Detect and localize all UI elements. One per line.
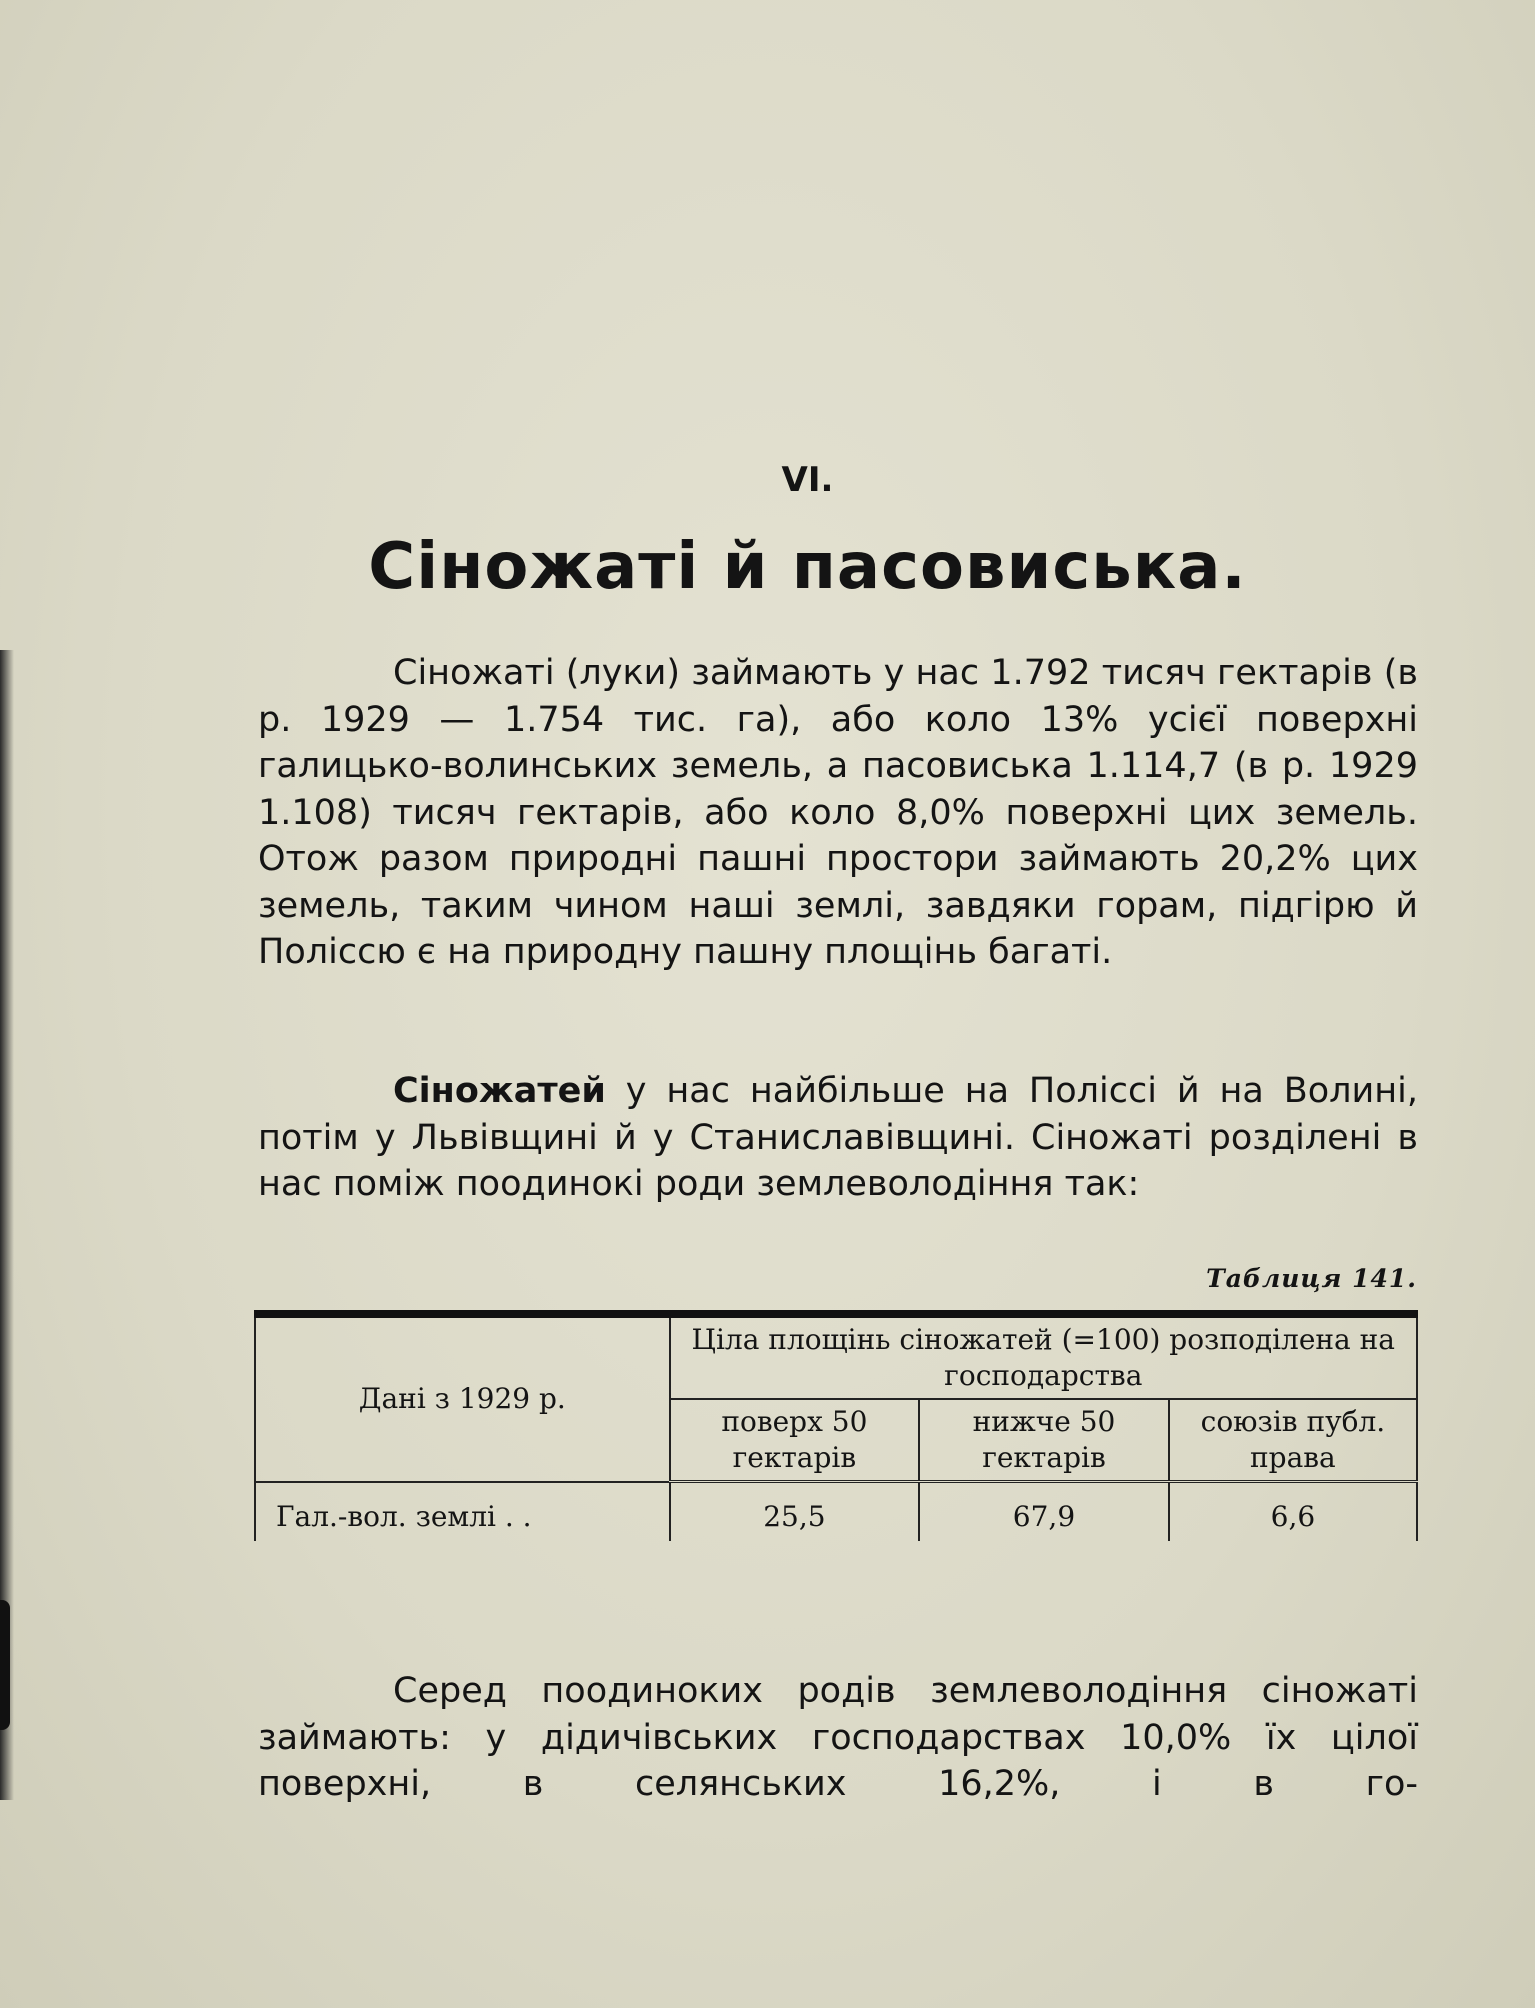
page-edge-mark <box>0 1600 10 1730</box>
table-caption: Таблиця 141. <box>1206 1264 1417 1293</box>
table-row-label: Гал.-вол. землі . . <box>255 1482 670 1542</box>
chapter-title: Сіножаті й пасовиська. <box>368 530 1247 604</box>
table-cell: 67,9 <box>919 1482 1169 1542</box>
paragraph-2 <box>258 1068 1418 1208</box>
paragraph-3-text: Серед поодиноких родів землеволодіння сіножаті займають: у дідичівських господарствах 10,0% їх цілої поверхні, в селянських 16,2%, і в го- <box>258 1671 1418 1804</box>
table-column-header: союзів публ. права <box>1169 1399 1417 1482</box>
table-cell: 25,5 <box>670 1482 920 1542</box>
paragraph-2-bold-term: Сіножатей <box>393 1071 606 1111</box>
table-stub-header: Дані з 1929 р. <box>255 1314 670 1482</box>
data-table <box>254 1310 1418 1541</box>
paragraph-2-rest: у нас найбільше на Поліссі й на Волині, потім у Львівщині й у Станиславівщині. Сіножаті розділені в нас поміж поодинокі роди землеволодіння так: <box>258 1071 1418 1204</box>
paragraph-1-text: Сіножаті (луки) займають у нас 1.792 тисяч гектарів (в р. 1929 — 1.754 тис. га), або коло 13% усієї поверхні галицько-волинських земель, а пасовиська 1.114,7 (в р. 1929 1.108) тисяч гектарів, або коло 8,0% поверхні цих земель. Отож разом природні пашні простори займають 20,2% цих земель, таким чином наші землі, завдяки горам, підгірю й Поліссю є на природну пашну площінь багаті. <box>258 653 1418 972</box>
table-group-header: Ціла площінь сіножатей (=100) розподілена на господарства <box>670 1314 1417 1399</box>
table-column-header: поверх 50 гектарів <box>670 1399 920 1482</box>
paragraph-3 <box>258 1668 1418 1808</box>
chapter-number: VI. <box>781 460 834 500</box>
table-row <box>255 1482 1417 1542</box>
paragraph-1 <box>258 650 1418 976</box>
paragraph-2-text <box>258 1068 1418 1208</box>
table-cell: 6,6 <box>1169 1482 1417 1542</box>
table-column-header: нижче 50 гектарів <box>919 1399 1169 1482</box>
